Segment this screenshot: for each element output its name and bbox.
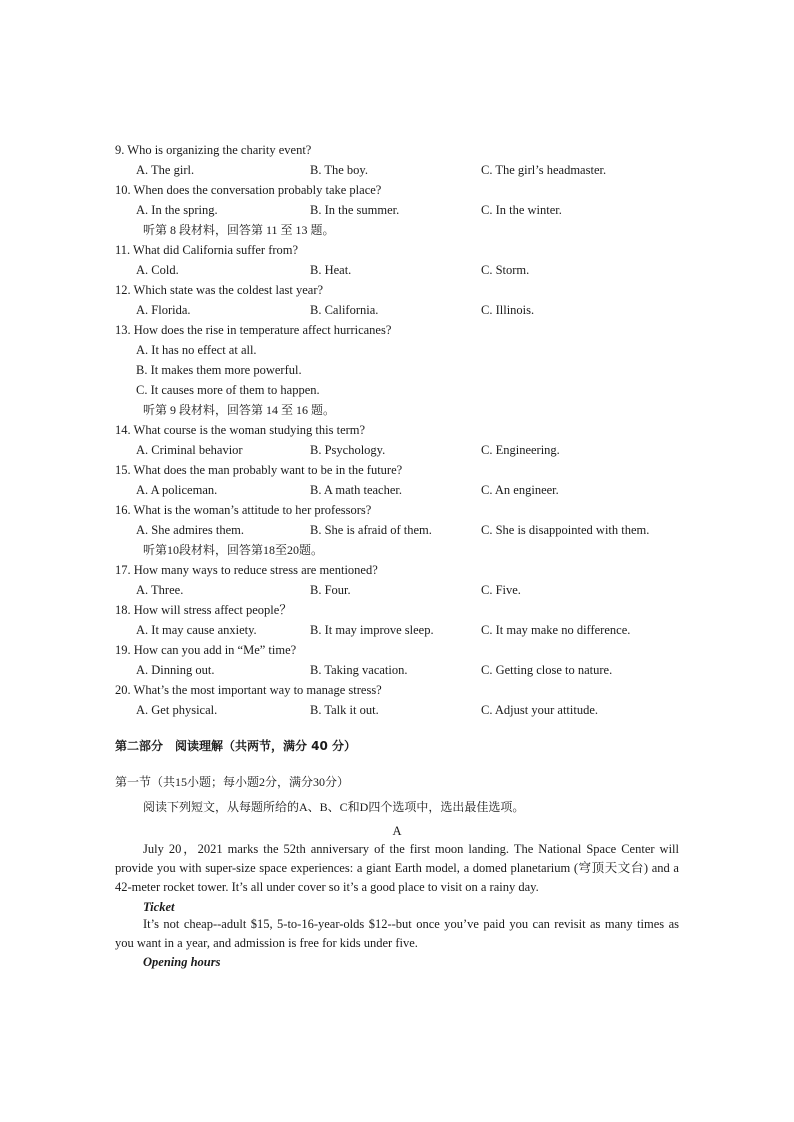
option-c: C. Illinois. [481, 303, 535, 317]
option-c: C. Storm. [481, 263, 530, 277]
question-stem: 16. What is the woman’s attitude to her professors? [115, 503, 372, 517]
question-stem: 10. When does the conversation probably take place? [115, 183, 382, 197]
listening-note: 听第 8 段材料，回答第 11 至 13 题。 [143, 223, 335, 237]
option-c: C. Getting close to nature. [481, 663, 613, 677]
option-c: C. Adjust your attitude. [481, 703, 599, 717]
option-a: A. In the spring. [136, 203, 218, 217]
passage-subtitle: Ticket [143, 900, 175, 914]
option-c: C. She is disappointed with them. [481, 523, 650, 537]
option-c: C. It causes more of them to happen. [136, 383, 320, 397]
question-stem: 14. What course is the woman studying this term? [115, 423, 366, 437]
option-b: B. A math teacher. [310, 483, 402, 497]
option-b: B. California. [310, 303, 379, 317]
question-stem: 12. Which state was the coldest last year? [115, 283, 324, 297]
option-a: A. Cold. [136, 263, 179, 277]
option-c: C. Engineering. [481, 443, 560, 457]
option-b: B. Talk it out. [310, 703, 379, 717]
option-b: B. Taking vacation. [310, 663, 408, 677]
passage-paragraph: July 20，2021 marks the 52th anniversary of the first moon landing. The National Space Center will provide you with super-size space experiences: a giant Earth model, a domed planetarium (穹顶天文台) and a 42-meter rocket tower. It’s all under cover so it’s a good place to visit on a rainy day. [115, 842, 679, 894]
option-c: C. In the winter. [481, 203, 562, 217]
option-a: A. The girl. [136, 163, 195, 177]
part-title: 第二部分 阅读理解（共两节，满分 40 分） [115, 739, 357, 753]
listening-note: 听第10段材料，回答第18至20题。 [143, 543, 324, 557]
listening-note: 听第 9 段材料，回答第 14 至 16 题。 [143, 403, 336, 417]
option-b: B. In the summer. [310, 203, 400, 217]
question-stem: 11. What did California suffer from? [115, 243, 299, 257]
question-stem: 15. What does the man probably want to be in the future? [115, 463, 403, 477]
option-b: B. It makes them more powerful. [136, 363, 302, 377]
option-c: C. It may make no difference. [481, 623, 631, 637]
option-b: B. She is afraid of them. [310, 523, 432, 537]
option-a: A. It has no effect at all. [136, 343, 257, 357]
passage-paragraph: It’s not cheap--adult $15, 5-to-16-year-olds $12--but once you’ve paid you can revisit as many times as you want in a year, and admission is free for kids under five. [115, 917, 679, 950]
question-stem: 13. How does the rise in temperature affect hurricanes? [115, 323, 392, 337]
option-a: A. She admires them. [136, 523, 244, 537]
option-c: C. An engineer. [481, 483, 559, 497]
passage-letter: A [392, 824, 402, 838]
option-a: A. Get physical. [136, 703, 218, 717]
option-a: A. Criminal behavior [136, 443, 243, 457]
passage-subtitle: Opening hours [143, 955, 221, 969]
option-c: C. Five. [481, 583, 521, 597]
option-a: A. Florida. [136, 303, 191, 317]
option-a: A. A policeman. [136, 483, 218, 497]
option-c: C. The girl’s headmaster. [481, 163, 607, 177]
section-title: 第一节（共15小题；每小题2分，满分30分） [115, 775, 350, 789]
question-stem: 20. What’s the most important way to manage stress? [115, 683, 382, 697]
option-a: A. Dinning out. [136, 663, 215, 677]
question-stem: 18. How will stress affect people？ [115, 603, 292, 617]
option-b: B. It may improve sleep. [310, 623, 434, 637]
option-a: A. Three. [136, 583, 184, 597]
question-stem: 19. How can you add in “Me” time? [115, 643, 297, 657]
option-b: B. Heat. [310, 263, 352, 277]
option-b: B. Psychology. [310, 443, 386, 457]
section-instruction: 阅读下列短文，从每题所给的A、B、C和D四个选项中，选出最佳选项。 [143, 800, 525, 814]
option-b: B. The boy. [310, 163, 368, 177]
question-stem: 9. Who is organizing the charity event? [115, 143, 312, 157]
question-stem: 17. How many ways to reduce stress are mentioned? [115, 563, 378, 577]
option-a: A. It may cause anxiety. [136, 623, 257, 637]
option-b: B. Four. [310, 583, 351, 597]
